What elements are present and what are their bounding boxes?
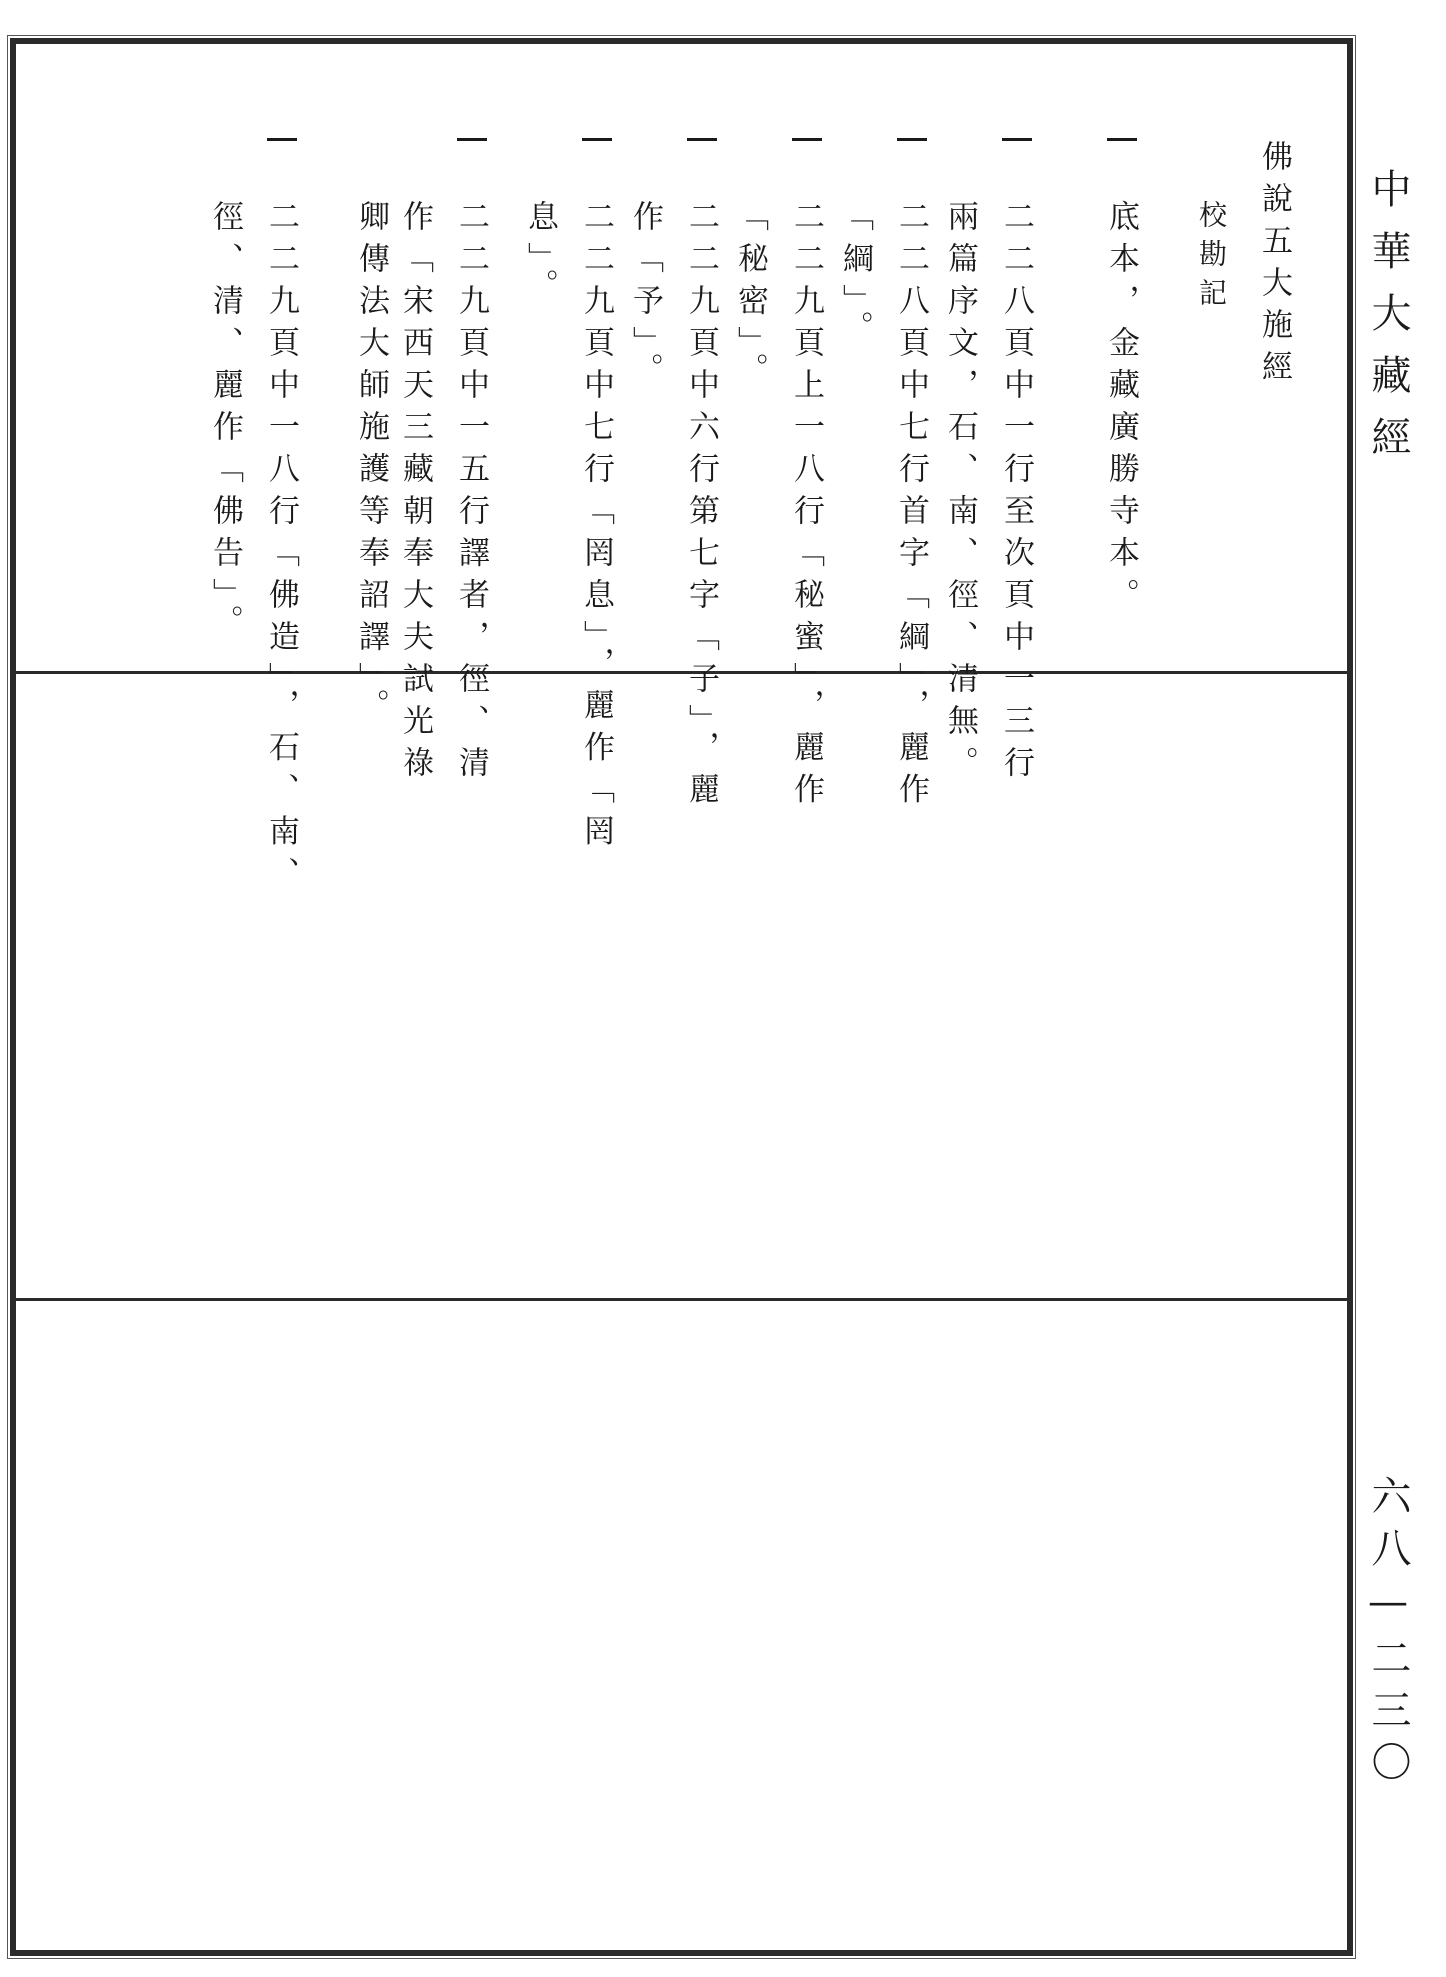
note-text: 二二九頁上一八行「秘蜜」，麗作 <box>788 200 824 815</box>
entry-marker <box>687 138 717 141</box>
entry-marker <box>582 138 612 141</box>
note-text-continued: 「綱」。 <box>837 200 873 353</box>
entry-marker <box>1002 138 1032 141</box>
entry-marker <box>457 138 487 141</box>
collection-title: 中華大藏經 <box>1365 168 1411 478</box>
entry-marker <box>897 138 927 141</box>
note-text: 二二九頁中七行「罔息」，麗作「罔 <box>578 200 614 857</box>
entry-marker <box>267 138 297 141</box>
note-text-continued: 兩篇序文，石、南、徑、清無。 <box>942 200 978 788</box>
notes-subtitle: 校勘記 <box>1195 200 1228 317</box>
sutra-title: 佛說五大施經 <box>1256 140 1292 392</box>
note-text-continued: 「秘密」。 <box>732 200 768 395</box>
note-text: 二二九頁中一八行「佛造」，石、南、 <box>263 200 299 899</box>
note-text: 二二八頁中一行至次頁中一三行 <box>998 200 1034 788</box>
note-text-continued: 息」。 <box>522 200 558 311</box>
note-text: 二二九頁中一五行譯者，徑、清 <box>453 200 489 788</box>
blank-panel-middle <box>16 677 1347 1301</box>
entry-marker <box>1107 138 1137 141</box>
page-number: 六八—二三〇 <box>1365 1475 1411 1793</box>
entry-marker <box>792 138 822 141</box>
note-text-continued: 徑、清、麗作「佛告」。 <box>207 200 243 647</box>
note-text: 底本，金藏廣勝寺本。 <box>1103 200 1139 620</box>
note-text: 卿傳法大師施護等奉詔譯」。 <box>353 200 389 731</box>
note-text-continued: 作「宋西天三藏朝奉大夫試光祿 <box>397 200 433 788</box>
note-text: 二二九頁中六行第七字「子」，麗 <box>683 200 719 815</box>
note-text: 二二八頁中七行首字「綱」，麗作 <box>893 200 929 815</box>
collation-notes-panel <box>16 44 1347 899</box>
note-text-continued: 作「予」。 <box>627 200 663 395</box>
blank-panel-bottom <box>16 1304 1347 1944</box>
page-frame <box>10 38 1353 1956</box>
